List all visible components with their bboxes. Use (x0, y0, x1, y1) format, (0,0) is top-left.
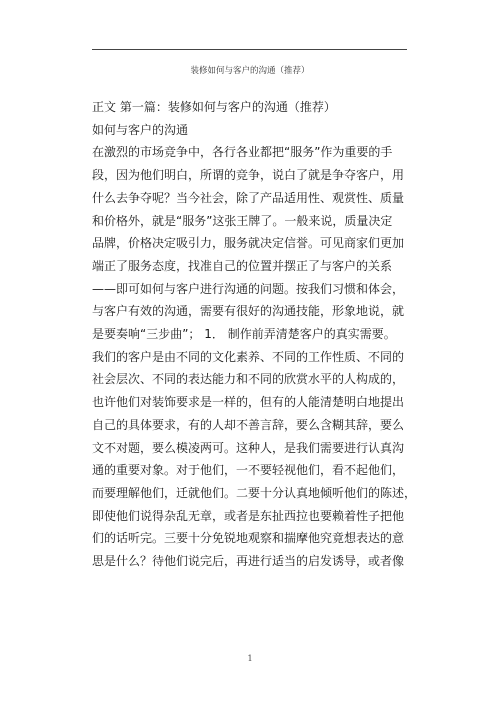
text-line: 通的重要对象。对于他们，一不要轻视他们，看不起他们， (92, 463, 405, 478)
text-line: 社会层次、不同的表达能力和不同的欣赏水平的人构成的， (92, 372, 405, 387)
header-rule (92, 49, 407, 50)
text-line: 与客户有效的沟通，需要有很好的沟通技能，形象地说，就 (92, 304, 405, 319)
running-header-title: 装修如何与客户的沟通（推荐） (190, 66, 310, 76)
document-body (92, 96, 417, 573)
text-line: 文不对题，要么模凌两可。这种人，是我们需要进行认真沟 (92, 440, 405, 455)
text-line: 和价格外，就是“服务”这张王牌了。一般来说，质量决定 (92, 213, 393, 228)
doc-heading: 正文 第一篇：装修如何与客户的沟通（推荐） (92, 100, 336, 114)
text-line: ——即可如何与客户进行沟通的问题。按我们习惯和体会， (92, 281, 405, 296)
text-line: 在激烈的市场竞争中，各行各业都把“服务”作为重要的手 (92, 145, 393, 160)
text-line: 端正了服务态度，找准自己的位置并摆正了与客户的关系 (92, 258, 393, 273)
text-line: 即使他们说得杂乱无章，或者是东扯西拉也要赖着性子把他 (92, 508, 405, 523)
text-line: 段，因为他们明白，所谓的竞争，说白了就是争夺客户，用 (92, 168, 405, 183)
page-number: 1 (247, 654, 253, 663)
text-line: 而要理解他们，迁就他们。二要十分认真地倾听他们的陈述， (92, 485, 417, 500)
text-line: 思是什么？待他们说完后，再进行适当的启发诱导，或者像 (92, 554, 405, 569)
text-line: 我们的客户是由不同的文化素养、不同的工作性质、不同的 (92, 349, 405, 364)
text-line: 品牌，价格决定吸引力，服务就决定信誉。可见商家们更加 (92, 236, 405, 251)
text-line: 也许他们对装饰要求是一样的，但有的人能清楚明白地提出 (92, 395, 405, 410)
text-line: 们的话听完。三要十分免锐地观察和揣摩他究竟想表达的意 (92, 531, 405, 546)
doc-subheading: 如何与客户的沟通 (92, 122, 189, 137)
text-line: 是要奏响“三步曲”； 1． 制作前弄清楚客户的真实需要。 (92, 327, 396, 342)
text-line: 什么去争夺呢？当今社会，除了产品适用性、观赏性、质量 (92, 190, 405, 205)
text-line: 自己的具体要求，有的人却不善言辞，要么含糊其辞，要么 (92, 417, 405, 432)
